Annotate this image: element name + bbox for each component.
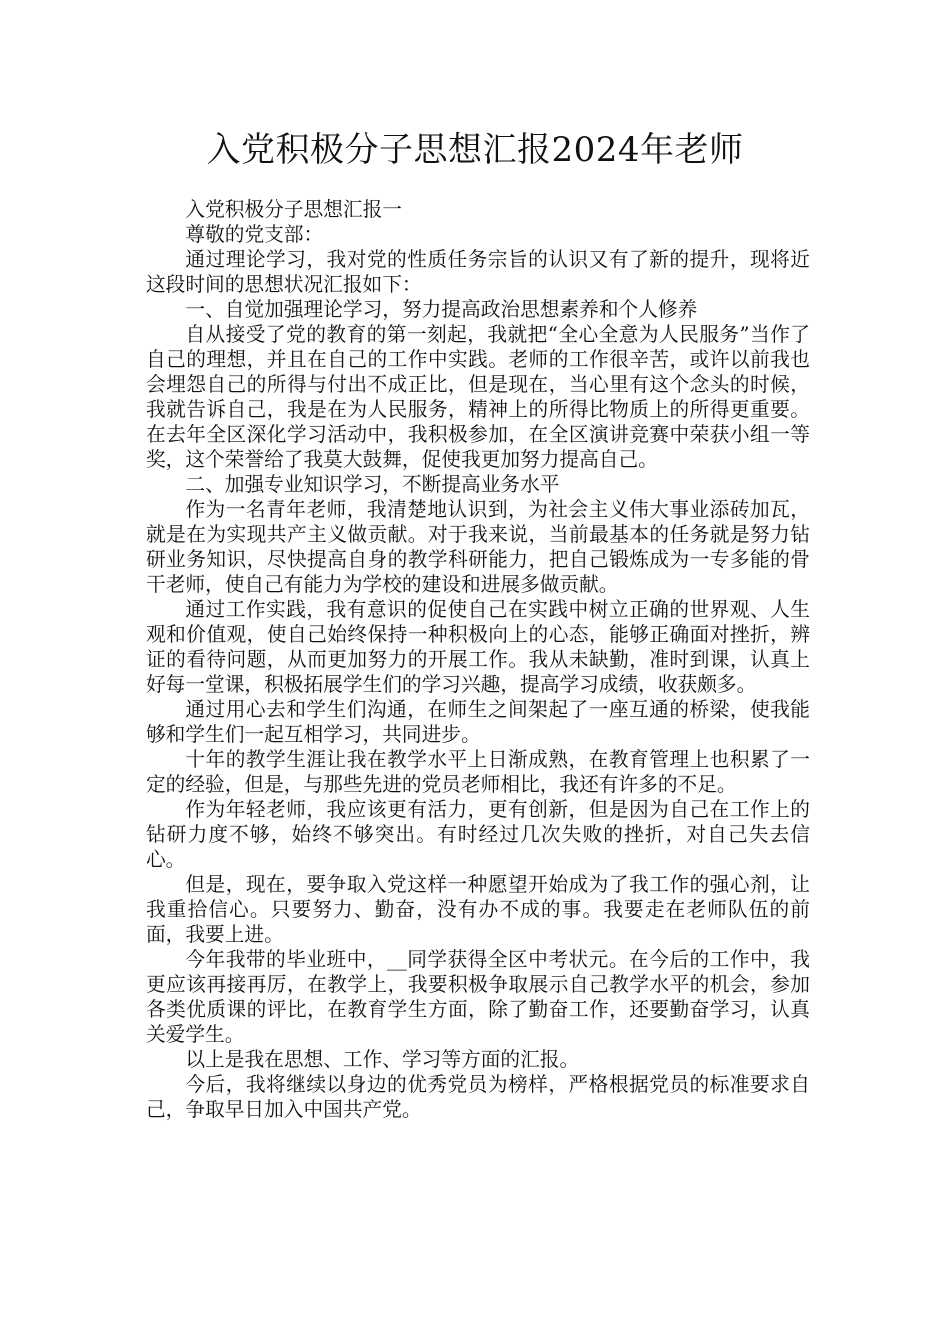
- paragraph: 但是，现在，要争取入党这样一种愿望开始成为了我工作的强心剂，让我重拾信心。只要努力、勤奋，没有办不成的事。我要走在老师队伍的前面，我要上进。: [146, 873, 810, 946]
- paragraph: 今后，我将继续以身边的优秀党员为榜样，严格根据党员的标准要求自己，争取早日加入中国共产党。: [146, 1073, 810, 1121]
- paragraph: 以上是我在思想、工作、学习等方面的汇报。: [185, 1048, 580, 1071]
- paragraph: 通过理论学习，我对党的性质任务宗旨的认识又有了新的提升，现将近这段时间的思想状况汇报如下：: [146, 248, 810, 296]
- paragraph: 今年我带的毕业班中，__同学获得全区中考状元。在今后的工作中，我更应该再接再厉，在教学上，我要积极争取展示自己教学水平的机会，参加各类优质课的评比，在教育学生方面，除了勤奋工作，还要勤奋学习，认真关爱学生。: [146, 948, 810, 1046]
- paragraph: 十年的教学生涯让我在教学水平上日渐成熟，在教育管理上也积累了一定的经验，但是，与那些先进的党员老师相比，我还有许多的不足。: [146, 748, 810, 796]
- paragraph: 一、自觉加强理论学习，努力提高政治思想素养和个人修养: [185, 298, 698, 321]
- paragraph: 通过工作实践，我有意识的促使自己在实践中树立正确的世界观、人生观和价值观，使自己始终保持一种积极向上的心态，能够正确面对挫折，辨证的看待问题，从而更加努力的开展工作。我从未缺勤，准时到课，认真上好每一堂课，积极拓展学生们的学习兴趣，提高学习成绩，收获颇多。: [146, 598, 810, 696]
- paragraph: 作为年轻老师，我应该更有活力，更有创新，但是因为自己在工作上的钻研力度不够，始终不够突出。有时经过几次失败的挫折，对自己失去信心。: [146, 798, 810, 871]
- paragraph: 作为一名青年老师，我清楚地认识到，为社会主义伟大事业添砖加瓦，就是在为实现共产主义做贡献。对于我来说，当前最基本的任务就是努力钻研业务知识，尽快提高自身的教学科研能力，把自己锻炼成为一专多能的骨干老师，使自己有能力为学校的建设和进展多做贡献。: [146, 498, 810, 596]
- paragraph: 二、加强专业知识学习，不断提高业务水平: [185, 473, 560, 496]
- paragraph: 通过用心去和学生们沟通，在师生之间架起了一座互通的桥梁，使我能够和学生们一起互相学习，共同进步。: [146, 698, 810, 746]
- paragraph: 自从接受了党的教育的第一刻起，我就把“全心全意为人民服务”当作了自己的理想，并且在自己的工作中实践。老师的工作很辛苦，或许以前我也会埋怨自己的所得与付出不成正比，但是现在，当心里有这个念头的时候，我就告诉自己，我是在为人民服务，精神上的所得比物质上的所得更重要。在去年全区深化学习活动中，我积极参加，在全区演讲竞赛中荣获小组一等奖，这个荣誉给了我莫大鼓舞，促使我更加努力提高自己。: [146, 323, 810, 471]
- document-title: 入党积极分子思想汇报2024年老师: [206, 130, 744, 170]
- paragraph: 尊敬的党支部：: [185, 223, 324, 246]
- paragraph: 入党积极分子思想汇报一: [185, 198, 402, 221]
- document-body: [146, 197, 810, 1122]
